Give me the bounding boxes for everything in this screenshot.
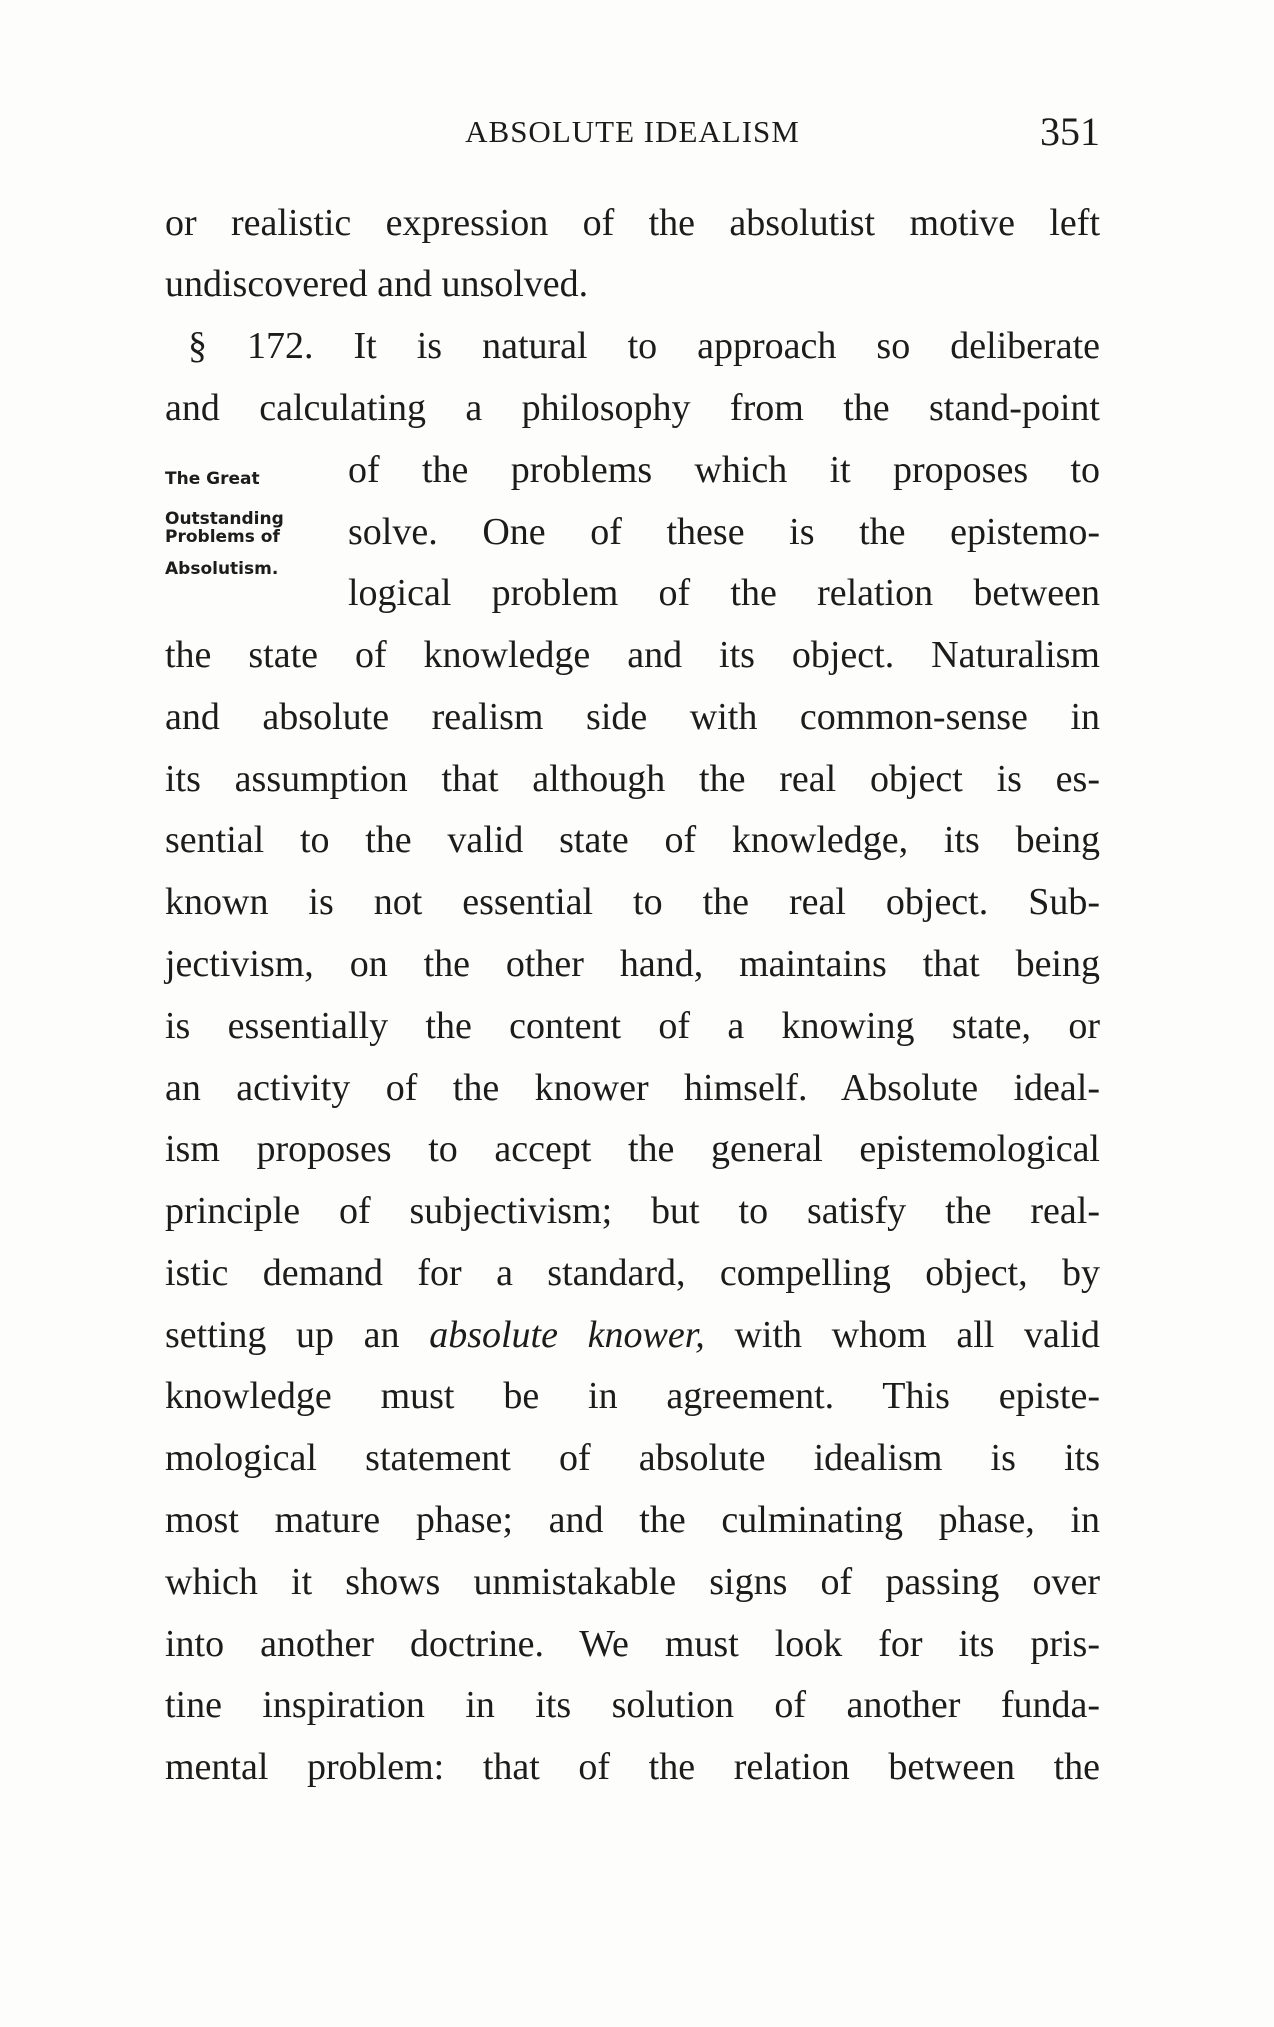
text-line: and absolute realism side with common-sense in bbox=[165, 696, 1100, 738]
text-line: its assumption that although the real object is es- bbox=[165, 758, 1100, 800]
text-line: principle of subjectivism; but to satisfy the real- bbox=[165, 1190, 1100, 1232]
running-head: ABSOLUTE IDEALISM bbox=[465, 114, 800, 149]
text-line: undiscovered and unsolved. bbox=[165, 263, 589, 305]
text-line: known is not essential to the real object. Sub- bbox=[165, 881, 1100, 923]
margin-note-line: Outstanding bbox=[165, 509, 284, 529]
text-line: of the problems which it proposes to bbox=[348, 449, 1100, 491]
margin-note-line: Problems of bbox=[165, 527, 280, 547]
text-line: logical problem of the relation between bbox=[348, 572, 1100, 614]
text-span: setting up an bbox=[165, 1314, 430, 1356]
text-line: istic demand for a standard, compelling object, by bbox=[165, 1252, 1100, 1294]
text-line-italic bbox=[165, 1313, 1100, 1357]
text-line: which it shows unmistakable signs of passing over bbox=[165, 1561, 1100, 1603]
text-span: with whom all valid bbox=[704, 1314, 1100, 1356]
text-line: and calculating a philosophy from the stand-point bbox=[165, 387, 1100, 429]
margin-note-line: Absolutism. bbox=[165, 559, 279, 579]
margin-note bbox=[165, 470, 335, 578]
text-line: or realistic expression of the absolutist motive left bbox=[165, 202, 1100, 244]
text-line: the state of knowledge and its object. Naturalism bbox=[165, 634, 1100, 676]
text-line: jectivism, on the other hand, maintains that being bbox=[165, 943, 1100, 985]
page-number: 351 bbox=[1040, 109, 1100, 154]
text-line: most mature phase; and the culminating phase, in bbox=[165, 1499, 1100, 1541]
text-line: mological statement of absolute idealism is its bbox=[165, 1437, 1100, 1479]
text-line: mental problem: that of the relation between the bbox=[165, 1746, 1100, 1788]
text-line: an activity of the knower himself. Absolute ideal- bbox=[165, 1067, 1100, 1109]
text-line: knowledge must be in agreement. This episte- bbox=[165, 1375, 1100, 1417]
text-line: solve. One of these is the epistemo- bbox=[348, 511, 1100, 553]
text-line: is essentially the content of a knowing state, or bbox=[165, 1005, 1100, 1047]
margin-note-line: The Great bbox=[165, 469, 260, 489]
text-line: sential to the valid state of knowledge, its being bbox=[165, 819, 1100, 861]
text-line: into another doctrine. We must look for its pris- bbox=[165, 1623, 1100, 1665]
page-header bbox=[165, 108, 1100, 158]
text-line: tine inspiration in its solution of another funda- bbox=[165, 1684, 1100, 1726]
section-start-line: § 172. It is natural to approach so deliberate bbox=[188, 325, 1100, 367]
italic-phrase: absolute knower, bbox=[429, 1314, 705, 1356]
text-line: ism proposes to accept the general epistemological bbox=[165, 1128, 1100, 1170]
